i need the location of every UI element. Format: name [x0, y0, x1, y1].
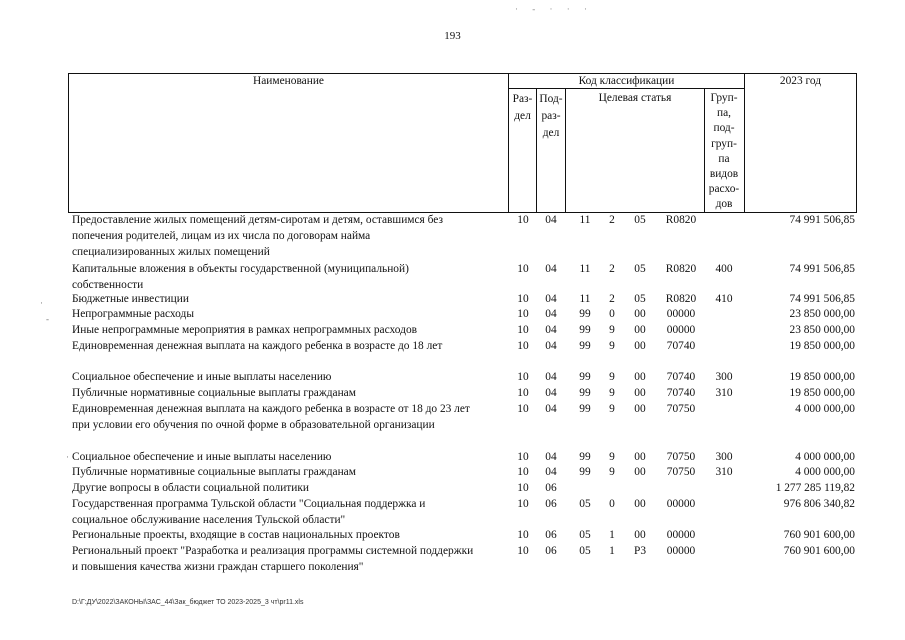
cell-amount: 4 000 000,00: [795, 451, 855, 463]
row-name: [72, 370, 512, 386]
cell-cs1: 99: [579, 340, 591, 352]
row-name-line: Непрограммные расходы: [72, 308, 194, 320]
cell-razdel: 10: [517, 403, 529, 415]
cell-vid: 310: [715, 466, 733, 478]
cell-cs4: R0820: [665, 263, 697, 275]
row-name-line: Региональный проект "Разработка и реализация программы системной поддержки: [72, 545, 474, 557]
cell-amount: 4 000 000,00: [795, 403, 855, 415]
row-name-line: Другие вопросы в области социальной политики: [72, 482, 309, 494]
cell-cs3: 00: [634, 403, 646, 415]
row-name-line: Региональные проекты, входящие в состав национальных проектов: [72, 529, 400, 541]
row-name-line: Капитальные вложения в объекты государственной (муниципальной): [72, 263, 409, 275]
cell-amount: 74 991 506,85: [789, 293, 855, 305]
scan-speck: -: [46, 314, 49, 324]
cell-cs1: 05: [579, 498, 591, 510]
row-name: [72, 528, 512, 544]
header-year: 2023 год: [779, 75, 822, 87]
cell-amount: 976 806 340,82: [783, 498, 855, 510]
cell-cs3: 00: [634, 371, 646, 383]
cell-podrazdel: 04: [545, 263, 557, 275]
cell-razdel: 10: [517, 529, 529, 541]
scan-speck: ·: [66, 452, 69, 462]
cell-podrazdel: 04: [545, 466, 557, 478]
row-name-line: Бюджетные инвестиции: [72, 293, 189, 305]
cell-razdel: 10: [517, 498, 529, 510]
cell-cs3: 00: [634, 308, 646, 320]
cell-amount: 760 901 600,00: [783, 529, 855, 541]
row-name: [72, 307, 512, 323]
cell-amount: 19 850 000,00: [789, 387, 855, 399]
cell-cs4: 00000: [666, 545, 696, 557]
row-name-line: попечения родителей, лицам из их числа по договорам найма: [72, 229, 371, 242]
cell-razdel: 10: [517, 340, 529, 352]
row-name-line: Социальное обеспечение и иные выплаты населению: [72, 451, 332, 463]
cell-cs4: 70750: [666, 466, 696, 478]
cell-cs4: 70740: [666, 371, 696, 383]
cell-cs1: 99: [579, 387, 591, 399]
row-name-line: Государственная программа Тульской области "Социальная поддержка и: [72, 498, 426, 510]
cell-cs2: 0: [609, 308, 615, 320]
cell-razdel: 10: [517, 387, 529, 399]
row-name: [72, 450, 512, 466]
cell-amount: 19 850 000,00: [789, 340, 855, 352]
cell-vid: 300: [715, 371, 733, 383]
row-name-line: Публичные нормативные социальные выплаты гражданам: [72, 466, 356, 478]
row-name-line: Публичные нормативные социальные выплаты гражданам: [72, 387, 356, 399]
cell-vid: 310: [715, 387, 733, 399]
cell-amount: 74 991 506,85: [789, 214, 855, 226]
cell-cs4: 70740: [666, 387, 696, 399]
row-name: [72, 292, 512, 308]
cell-cs1: 05: [579, 529, 591, 541]
cell-cs3: P3: [633, 545, 647, 557]
cell-amount: 23 850 000,00: [789, 324, 855, 336]
cell-cs2: 2: [609, 293, 615, 305]
cell-cs1: 99: [579, 371, 591, 383]
cell-cs4: 70750: [666, 451, 696, 463]
cell-podrazdel: 06: [545, 529, 557, 541]
cell-podrazdel: 04: [545, 293, 557, 305]
cell-razdel: 10: [517, 293, 529, 305]
cell-cs1: 99: [579, 308, 591, 320]
cell-podrazdel: 04: [545, 324, 557, 336]
header-group: Груп- па, под- груп- па видов расхо- дов: [708, 92, 740, 211]
cell-amount: 19 850 000,00: [789, 371, 855, 383]
row-name: [72, 465, 512, 481]
row-name-line: социальное обслуживание населения Тульской области": [72, 513, 346, 526]
header-code-group: Код классификации: [578, 75, 675, 87]
cell-razdel: 10: [517, 324, 529, 336]
row-name-line: Иные непрограммные мероприятия в рамках непрограммных расходов: [72, 324, 418, 336]
cell-cs2: 0: [609, 498, 615, 510]
row-name: [72, 497, 512, 529]
row-name: [72, 262, 512, 294]
header-subsection: Под- раз- дел: [539, 93, 563, 139]
cell-cs3: 00: [634, 529, 646, 541]
cell-cs1: 99: [579, 466, 591, 478]
cell-razdel: 10: [517, 451, 529, 463]
cell-podrazdel: 04: [545, 403, 557, 415]
cell-cs3: 05: [634, 214, 646, 226]
row-name: [72, 481, 512, 497]
cell-amount: 74 991 506,85: [789, 263, 855, 275]
cell-amount: 1 277 285 119,82: [775, 482, 855, 494]
cell-cs2: 9: [609, 466, 615, 478]
row-name: [72, 544, 512, 576]
cell-cs1: 99: [579, 403, 591, 415]
cell-cs2: 1: [609, 545, 615, 557]
cell-cs1: 11: [579, 293, 591, 305]
cell-cs2: 1: [609, 529, 615, 541]
cell-cs3: 00: [634, 387, 646, 399]
cell-razdel: 10: [517, 482, 529, 494]
cell-vid: 300: [715, 451, 733, 463]
cell-cs4: R0820: [665, 214, 697, 226]
cell-cs1: 99: [579, 324, 591, 336]
row-name: [72, 402, 512, 434]
cell-cs2: 9: [609, 324, 615, 336]
cell-vid: 400: [715, 263, 733, 275]
scan-speck: ·: [40, 298, 43, 308]
cell-podrazdel: 06: [545, 482, 557, 494]
cell-cs3: 00: [634, 324, 646, 336]
cell-cs2: 9: [609, 340, 615, 352]
cell-amount: 4 000 000,00: [795, 466, 855, 478]
cell-podrazdel: 06: [545, 498, 557, 510]
cell-cs4: 00000: [666, 324, 696, 336]
cell-cs4: 00000: [666, 529, 696, 541]
row-name: [72, 386, 512, 402]
cell-cs4: 00000: [666, 498, 696, 510]
cell-podrazdel: 06: [545, 545, 557, 557]
cell-podrazdel: 04: [545, 214, 557, 226]
cell-razdel: 10: [517, 466, 529, 478]
cell-cs4: 70750: [666, 403, 696, 415]
cell-cs2: 2: [609, 263, 615, 275]
header-name: Наименование: [253, 75, 324, 87]
cell-cs2: 9: [609, 387, 615, 399]
cell-razdel: 10: [517, 263, 529, 275]
footer-file-path: D:\Г:ДУ\2022\ЗАКОНЫ\ЗАС_44\Зак_бюджет ТО 2023-2025_3 чт\pr11.xls: [72, 599, 304, 606]
cell-cs2: 9: [609, 371, 615, 383]
cell-podrazdel: 04: [545, 308, 557, 320]
row-name-line: Единовременная денежная выплата на каждого ребенка в возрасте до 18 лет: [72, 340, 443, 352]
cell-cs3: 00: [634, 498, 646, 510]
row-name-line: Социальное обеспечение и иные выплаты населению: [72, 371, 332, 383]
row-name-line: собственности: [72, 278, 144, 291]
cell-cs2: 9: [609, 403, 615, 415]
row-name: [72, 339, 512, 355]
row-name-line: специализированных жилых помещений: [72, 245, 270, 258]
cell-cs2: 2: [609, 214, 615, 226]
top-marks: · - · · ·: [515, 4, 593, 14]
row-name-line: Предоставление жилых помещений детям-сиротам и детям, оставшимся без: [72, 214, 443, 226]
row-name: [72, 323, 512, 339]
cell-cs1: 11: [579, 263, 591, 275]
header-section: Раз- дел: [512, 93, 533, 122]
cell-razdel: 10: [517, 308, 529, 320]
row-name-line: и повышения качества жизни граждан старшего поколения": [72, 560, 364, 573]
row-name-line: при условии его обучения по очной форме в образовательной организации: [72, 418, 435, 431]
cell-cs1: 05: [579, 545, 591, 557]
cell-cs4: R0820: [665, 293, 697, 305]
header-target: Целевая статья: [598, 92, 672, 104]
cell-amount: 760 901 600,00: [783, 545, 855, 557]
cell-podrazdel: 04: [545, 451, 557, 463]
cell-cs2: 9: [609, 451, 615, 463]
cell-podrazdel: 04: [545, 340, 557, 352]
cell-razdel: 10: [517, 214, 529, 226]
cell-amount: 23 850 000,00: [789, 308, 855, 320]
cell-razdel: 10: [517, 545, 529, 557]
cell-cs3: 00: [634, 466, 646, 478]
row-name: [72, 213, 512, 260]
cell-cs1: 99: [579, 451, 591, 463]
cell-cs1: 11: [579, 214, 591, 226]
cell-cs3: 00: [634, 451, 646, 463]
cell-podrazdel: 04: [545, 371, 557, 383]
cell-cs3: 05: [634, 293, 646, 305]
cell-cs4: 00000: [666, 308, 696, 320]
cell-razdel: 10: [517, 371, 529, 383]
row-name-line: Единовременная денежная выплата на каждого ребенка в возрасте от 18 до 23 лет: [72, 403, 470, 415]
cell-vid: 410: [715, 293, 733, 305]
page-number: 193: [444, 30, 461, 42]
cell-cs3: 05: [634, 263, 646, 275]
cell-cs4: 70740: [666, 340, 696, 352]
cell-cs3: 00: [634, 340, 646, 352]
cell-podrazdel: 04: [545, 387, 557, 399]
